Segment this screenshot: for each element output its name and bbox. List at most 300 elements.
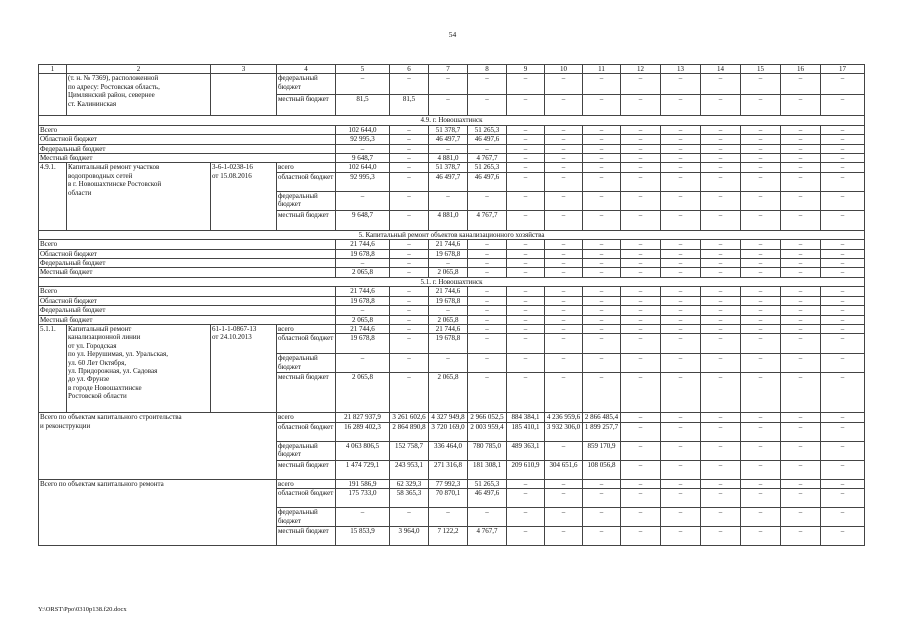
value-cell: 21 744,6 [336,324,390,333]
value-cell: – [621,479,661,488]
item-name-line: в городе Новошахтинске [68,383,142,392]
value-cell: – [507,324,545,333]
value-cell: 2 065,8 [336,268,390,277]
value-cell: – [701,479,741,488]
budget-type: областной бюджет [277,489,336,508]
grand-total-label-line: Всего по объектам капитального строительства [40,413,182,422]
value-cell: – [741,287,781,296]
value-cell: – [741,74,781,95]
value-cell: – [661,154,701,163]
summary-label: Федеральный бюджет [39,144,336,153]
value-cell: – [468,296,507,305]
value-cell: – [821,441,865,460]
value-cell: – [661,422,701,441]
value-cell: – [741,296,781,305]
value-cell: – [701,296,741,305]
value-cell: – [661,95,701,116]
item-number [39,74,67,116]
column-number: 9 [507,65,545,74]
column-number: 6 [390,65,429,74]
item-name-line: от ул. Городская [68,341,117,350]
value-cell: – [821,508,865,527]
value-cell: 4 236 959,6 [545,413,583,422]
value-cell: – [741,413,781,422]
value-cell: – [661,268,701,277]
value-cell: – [701,125,741,134]
value-cell: – [741,354,781,373]
value-cell: – [661,135,701,144]
summary-label: Федеральный бюджет [39,259,336,268]
document-cell [211,74,277,116]
section-title-row [39,116,865,125]
value-cell: – [583,268,621,277]
value-cell: – [821,460,865,479]
summary-row [39,125,865,134]
budget-type: федеральный бюджет [277,441,336,460]
value-cell: – [661,172,701,191]
value-cell: – [468,306,507,315]
section-title: 5.1. г. Новошахтинск [39,277,865,286]
section-title: 4.9. г. Новошахтинск [39,116,865,125]
column-number: 15 [741,65,781,74]
value-cell: – [621,334,661,354]
value-cell: – [701,489,741,508]
value-cell: 81,5 [390,95,429,116]
value-cell: – [390,315,429,324]
value-cell: – [621,296,661,305]
value-cell: 21 744,6 [429,240,468,249]
value-cell: 81,5 [336,95,390,116]
value-cell: – [821,240,865,249]
value-cell: – [621,422,661,441]
value-cell: – [468,334,507,354]
value-cell: – [621,268,661,277]
item-name-line: по адресу: Ростовская область, [68,82,160,91]
value-cell: – [821,191,865,210]
value-cell: – [621,527,661,546]
value-cell: – [741,422,781,441]
value-cell: – [390,296,429,305]
value-cell: – [583,144,621,153]
value-cell: 152 758,7 [390,441,429,460]
budget-type: местный бюджет [277,527,336,546]
value-cell: – [781,144,821,153]
value-cell: – [583,259,621,268]
value-cell: – [701,74,741,95]
value-cell: 46 497,7 [429,172,468,191]
value-cell: – [545,249,583,258]
value-cell: – [741,489,781,508]
value-cell: – [507,315,545,324]
value-cell: – [583,354,621,373]
value-cell: – [390,154,429,163]
value-cell: 2 003 959,4 [468,422,507,441]
value-cell: – [621,144,661,153]
value-cell: – [429,191,468,210]
summary-label: Областной бюджет [39,296,336,305]
value-cell: – [661,287,701,296]
value-cell: – [781,354,821,373]
column-number: 2 [67,65,211,74]
value-cell: 185 410,1 [507,422,545,441]
item-name-line: водопроводных сетей [68,171,133,180]
value-cell: – [701,287,741,296]
value-cell: 19 678,8 [429,334,468,354]
value-cell: 46 497,7 [429,135,468,144]
document-cell [211,163,277,230]
value-cell: – [545,527,583,546]
value-cell: – [507,74,545,95]
value-cell: 3 720 169,0 [429,422,468,441]
value-cell: – [701,210,741,230]
value-cell: – [545,268,583,277]
value-cell: – [468,268,507,277]
value-cell: – [741,508,781,527]
value-cell: 2 065,8 [336,373,390,413]
summary-label: Местный бюджет [39,315,336,324]
value-cell: – [821,296,865,305]
value-cell: – [583,95,621,116]
budget-type: местный бюджет [277,373,336,413]
budget-type: местный бюджет [277,210,336,230]
table-header-row [39,65,865,74]
value-cell: – [507,259,545,268]
value-cell: – [741,172,781,191]
value-cell: – [390,373,429,413]
value-cell: – [781,413,821,422]
value-cell: 19 678,8 [336,334,390,354]
value-cell: – [741,95,781,116]
value-cell: – [429,508,468,527]
value-cell: – [583,334,621,354]
value-cell: – [701,460,741,479]
value-cell: – [507,249,545,258]
value-cell: 46 497,6 [468,172,507,191]
value-cell: – [701,135,741,144]
summary-label: Областной бюджет [39,135,336,144]
value-cell: 2 065,8 [336,315,390,324]
value-cell: – [468,354,507,373]
value-cell: – [429,306,468,315]
value-cell: – [390,354,429,373]
value-cell: – [621,154,661,163]
value-cell: – [781,154,821,163]
value-cell: – [821,527,865,546]
value-cell: 19 678,8 [429,296,468,305]
summary-row [39,287,865,296]
value-cell: – [821,306,865,315]
value-cell: 19 678,8 [336,249,390,258]
summary-row [39,315,865,324]
value-cell: – [821,144,865,153]
value-cell: 21 827 937,9 [336,413,390,422]
value-cell: – [583,324,621,333]
value-cell: – [621,354,661,373]
summary-label: Местный бюджет [39,154,336,163]
value-cell: – [701,334,741,354]
document-cell-line: от 24.10.2013 [212,333,252,342]
value-cell: – [741,210,781,230]
value-cell: – [701,315,741,324]
value-cell: – [701,163,741,172]
value-cell: – [507,268,545,277]
budget-type: федеральный бюджет [277,191,336,210]
value-cell: 243 953,1 [390,460,429,479]
value-cell: – [583,210,621,230]
item-name-line: Капитальный ремонт участков [68,163,160,172]
value-cell: – [545,163,583,172]
value-cell: – [781,306,821,315]
value-cell: – [821,373,865,413]
value-cell: 51 265,3 [468,479,507,488]
value-cell: – [507,479,545,488]
section-title: 5. Капитальный ремонт объектов канализационного хозяйства [39,230,865,239]
summary-row [39,306,865,315]
value-cell: 4 767,7 [468,154,507,163]
value-cell: – [507,354,545,373]
value-cell: – [507,527,545,546]
item-name-line: по ул. Нерушимая, ул. Уральская, [68,350,168,359]
value-cell: 51 265,3 [468,163,507,172]
value-cell: 58 365,3 [390,489,429,508]
budget-type: всего [277,163,336,172]
value-cell: – [661,74,701,95]
value-cell: – [468,74,507,95]
value-cell: – [545,441,583,460]
value-cell: – [781,135,821,144]
value-cell: – [583,527,621,546]
value-cell: 46 497,6 [468,489,507,508]
value-cell: – [336,191,390,210]
value-cell: – [390,172,429,191]
value-cell: – [507,210,545,230]
value-cell: – [621,172,661,191]
value-cell: – [583,287,621,296]
value-cell: 51 265,3 [468,125,507,134]
budget-type: всего [277,479,336,488]
value-cell: – [661,315,701,324]
value-cell: – [821,163,865,172]
value-cell: 191 586,9 [336,479,390,488]
column-number: 10 [545,65,583,74]
value-cell: 21 744,6 [429,287,468,296]
value-cell: – [821,154,865,163]
value-cell: 2 966 052,5 [468,413,507,422]
value-cell: 9 648,7 [336,154,390,163]
value-cell: 7 122,2 [429,527,468,546]
value-cell: 859 170,9 [583,441,621,460]
summary-label: Всего [39,287,336,296]
value-cell: – [661,191,701,210]
value-cell: 884 384,1 [507,413,545,422]
item-name-line: ул. 60 Лет Октября, [68,358,127,367]
summary-row [39,154,865,163]
value-cell: – [741,163,781,172]
value-cell: – [336,354,390,373]
value-cell: 21 744,6 [429,324,468,333]
grand-total-row [39,479,865,488]
value-cell: – [661,125,701,134]
value-cell: 3 964,0 [390,527,429,546]
value-cell: – [468,259,507,268]
item-name-line: ул. Придорожная, ул. Садовая [68,366,158,375]
column-number: 1 [39,65,67,74]
column-number: 12 [621,65,661,74]
value-cell: – [781,373,821,413]
value-cell: – [545,210,583,230]
item-name-line: в г. Новошахтинске Ростовской [68,180,162,189]
value-cell: – [390,287,429,296]
value-cell: – [661,296,701,305]
value-cell: – [621,249,661,258]
value-cell: – [741,249,781,258]
value-cell: – [821,324,865,333]
summary-label: Федеральный бюджет [39,306,336,315]
value-cell: – [545,135,583,144]
value-cell: 51 378,7 [429,163,468,172]
value-cell: – [390,163,429,172]
summary-row [39,240,865,249]
value-cell: – [781,479,821,488]
value-cell: 2 065,8 [429,315,468,324]
section-title-row [39,277,865,286]
summary-label: Всего [39,125,336,134]
value-cell: 9 648,7 [336,210,390,230]
value-cell: 780 785,0 [468,441,507,460]
value-cell: 108 056,8 [583,460,621,479]
value-cell: – [741,144,781,153]
value-cell: – [821,172,865,191]
budget-type: местный бюджет [277,460,336,479]
value-cell: – [821,74,865,95]
value-cell: 2 864 890,8 [390,422,429,441]
value-cell: – [468,95,507,116]
value-cell: – [741,527,781,546]
document-cell [211,324,277,412]
value-cell: – [621,508,661,527]
value-cell: 4 327 949,8 [429,413,468,422]
value-cell: – [741,191,781,210]
value-cell: – [621,74,661,95]
column-number: 7 [429,65,468,74]
value-cell: – [821,268,865,277]
value-cell: – [781,334,821,354]
grand-total-label [39,413,277,479]
value-cell: – [621,163,661,172]
value-cell: – [545,354,583,373]
value-cell: 102 644,0 [336,125,390,134]
value-cell: – [701,354,741,373]
value-cell: – [583,74,621,95]
value-cell: – [781,422,821,441]
summary-row [39,135,865,144]
value-cell: – [661,163,701,172]
value-cell: 19 678,8 [336,296,390,305]
value-cell: – [821,259,865,268]
value-cell: 336 464,0 [429,441,468,460]
value-cell: 70 870,1 [429,489,468,508]
column-number: 17 [821,65,865,74]
value-cell: – [545,125,583,134]
value-cell: – [507,508,545,527]
value-cell: – [821,135,865,144]
value-cell: – [781,172,821,191]
column-number: 16 [781,65,821,74]
value-cell: – [390,259,429,268]
value-cell: – [701,441,741,460]
value-cell: – [781,296,821,305]
value-cell: – [821,249,865,258]
value-cell: – [701,95,741,116]
value-cell: – [781,163,821,172]
value-cell: – [661,479,701,488]
value-cell: – [621,135,661,144]
value-cell: – [741,460,781,479]
budget-type: областной бюджет [277,334,336,354]
value-cell: – [781,315,821,324]
value-cell: – [701,240,741,249]
value-cell: – [583,508,621,527]
value-cell: – [545,74,583,95]
value-cell: – [741,334,781,354]
value-cell: – [741,441,781,460]
column-number: 8 [468,65,507,74]
value-cell: – [701,259,741,268]
value-cell: – [821,489,865,508]
value-cell: – [545,479,583,488]
value-cell: – [507,296,545,305]
value-cell: – [821,479,865,488]
value-cell: – [545,154,583,163]
value-cell: – [429,354,468,373]
value-cell: – [390,210,429,230]
value-cell: – [507,373,545,413]
value-cell: 4 881,0 [429,210,468,230]
value-cell: – [545,508,583,527]
grand-total-label-line: и реконструкции [40,421,91,430]
value-cell: – [468,373,507,413]
value-cell: – [336,508,390,527]
item-name [67,163,211,230]
value-cell: – [507,191,545,210]
value-cell: – [336,74,390,95]
table-row [39,163,865,172]
grand-total-label-line: Всего по объектам капитального ремонта [40,479,164,488]
value-cell: – [621,315,661,324]
value-cell: – [336,144,390,153]
value-cell: – [661,354,701,373]
value-cell: – [507,306,545,315]
value-cell: – [661,306,701,315]
value-cell: – [545,287,583,296]
value-cell: – [781,249,821,258]
value-cell: – [507,154,545,163]
value-cell: – [621,441,661,460]
value-cell: – [429,95,468,116]
value-cell: – [661,441,701,460]
value-cell: – [781,489,821,508]
column-number: 13 [661,65,701,74]
value-cell: – [821,413,865,422]
value-cell: – [781,259,821,268]
value-cell: – [701,527,741,546]
value-cell: – [741,306,781,315]
value-cell: – [583,135,621,144]
value-cell: – [390,125,429,134]
value-cell: – [468,240,507,249]
value-cell: 21 744,6 [336,287,390,296]
value-cell: – [390,249,429,258]
